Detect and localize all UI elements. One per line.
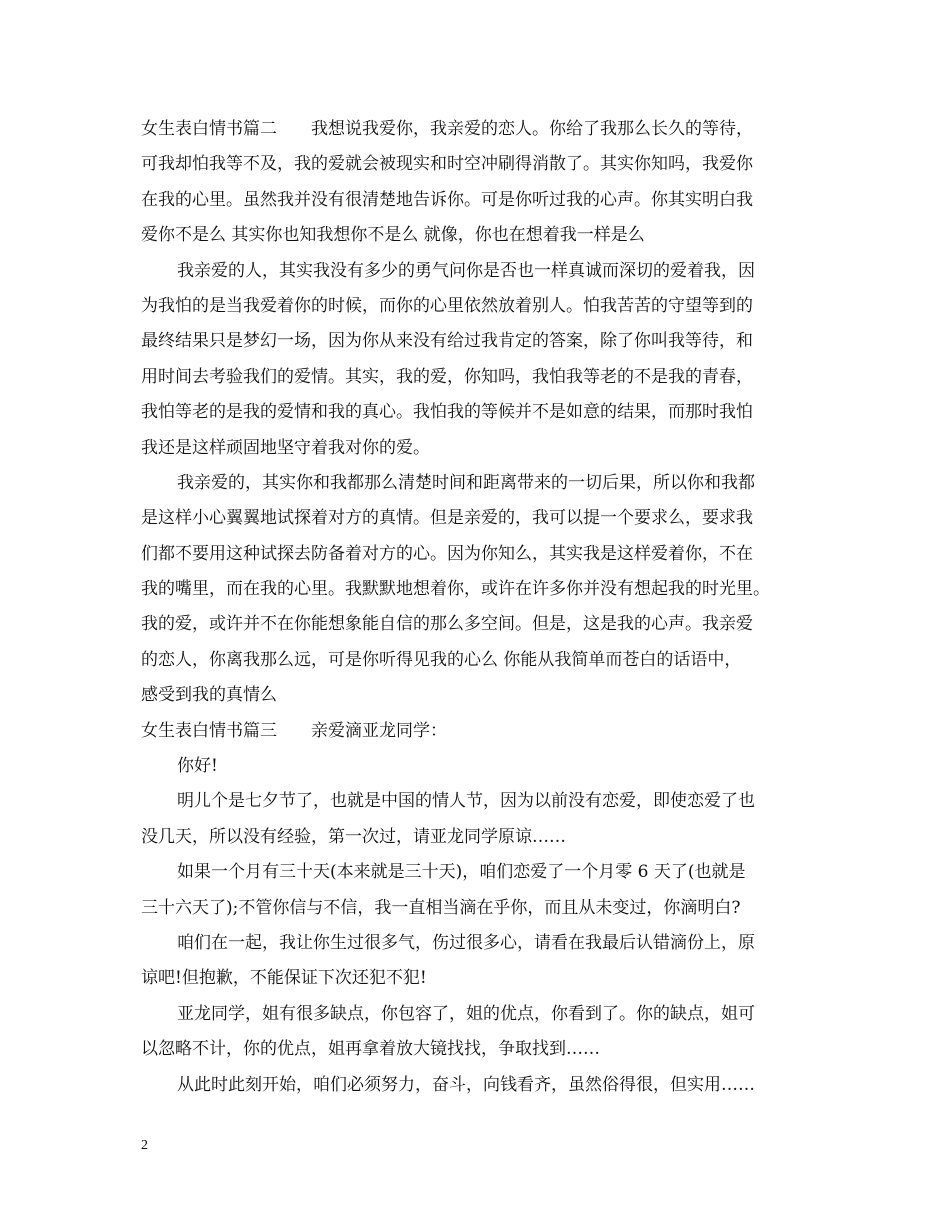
text-line: 我的爱，或许并不在你能想象能自信的那么多空间。但是，这是我的心声。我亲爱 [141,614,753,635]
text-line: 用时间去考验我们的爱情。其实，我的爱，你知吗，我怕我等老的不是我的青春， [141,366,753,387]
text-line: 如果一个月有三十天(本来就是三十天)，咱们恋爱了一个月零 6 天了(也就是 [177,862,746,883]
text-line: 我还是这样顽固地坚守着我对你的爱。 [141,437,430,458]
document-body [141,112,811,1103]
text-line: 的恋人，你离我那么远，可是你听得见我的心么 你能从我简单而苍白的话语中， [141,649,742,670]
text-line: 三十六天了);不管你信与不信，我一直相当滴在乎你，而且从未变过，你滴明白? [141,897,741,918]
text-line: 可我却怕我等不及，我的爱就会被现实和时空冲刷得消散了。其实你知吗，我爱你 [141,154,753,175]
text-line: 明儿个是七夕节了，也就是中国的情人节，因为以前没有恋爱，即使恋爱了也 [177,791,755,812]
text-line: 女生表白情书篇三 亲爱滴亚龙同学： [141,720,447,741]
text-line: 是这样小心翼翼地试探着对方的真情。但是亲爱的，我可以提一个要求么，要求我 [141,508,753,529]
text-line: 感受到我的真情么 [141,685,277,706]
text-line: 我亲爱的，其实你和我都那么清楚时间和距离带来的一切后果，所以你和我都 [177,472,755,493]
text-line: 以忽略不计，你的优点，姐再拿着放大镜找找，争取找到…… [141,1039,600,1060]
text-line: 我怕等老的是我的爱情和我的真心。我怕我的等候并不是如意的结果，而那时我怕 [141,402,753,423]
text-line: 女生表白情书篇二 我想说我爱你，我亲爱的恋人。你给了我那么长久的等待， [141,119,753,139]
text-line: 没几天，所以没有经验，第一次过，请亚龙同学原谅…… [141,826,566,847]
text-line: 谅吧!但抱歉，不能保证下次还犯不犯! [141,968,427,989]
text-line: 我亲爱的人，其实我没有多少的勇气问你是否也一样真诚而深切的爱着我，因 [177,260,755,281]
text-line: 我的嘴里，而在我的心里。我默默地想着你，或许在许多你并没有想起我的时光里。 [141,579,770,600]
text-line: 亚龙同学，姐有很多缺点，你包容了，姐的优点，你看到了。你的缺点，姐可 [177,1003,755,1024]
text-line: 从此时此刻开始，咱们必须努力，奋斗，向钱看齐，虽然俗得很，但实用…… [177,1074,755,1095]
text-line: 咱们在一起，我让你生过很多气，伤过很多心，请看在我最后认错滴份上，原 [177,932,755,953]
text-line: 爱你不是么 其实你也知我想你不是么 就像，你也在想着我一样是么 [141,225,645,246]
text-line: 你好! [177,756,218,777]
text-line: 们都不要用这种试探去防备着对方的心。因为你知么，其实我是这样爱着你，不在 [141,543,753,564]
text-line: 最终结果只是梦幻一场，因为你从来没有给过我肯定的答案，除了你叫我等待，和 [141,331,753,352]
text-line: 在我的心里。虽然我并没有很清楚地告诉你。可是你听过我的心声。你其实明白我 [141,189,753,210]
text-line: 为我怕的是当我爱着你的时候，而你的心里依然放着别人。怕我苦苦的守望等到的 [141,295,753,316]
page-number: 2 [141,1138,148,1153]
